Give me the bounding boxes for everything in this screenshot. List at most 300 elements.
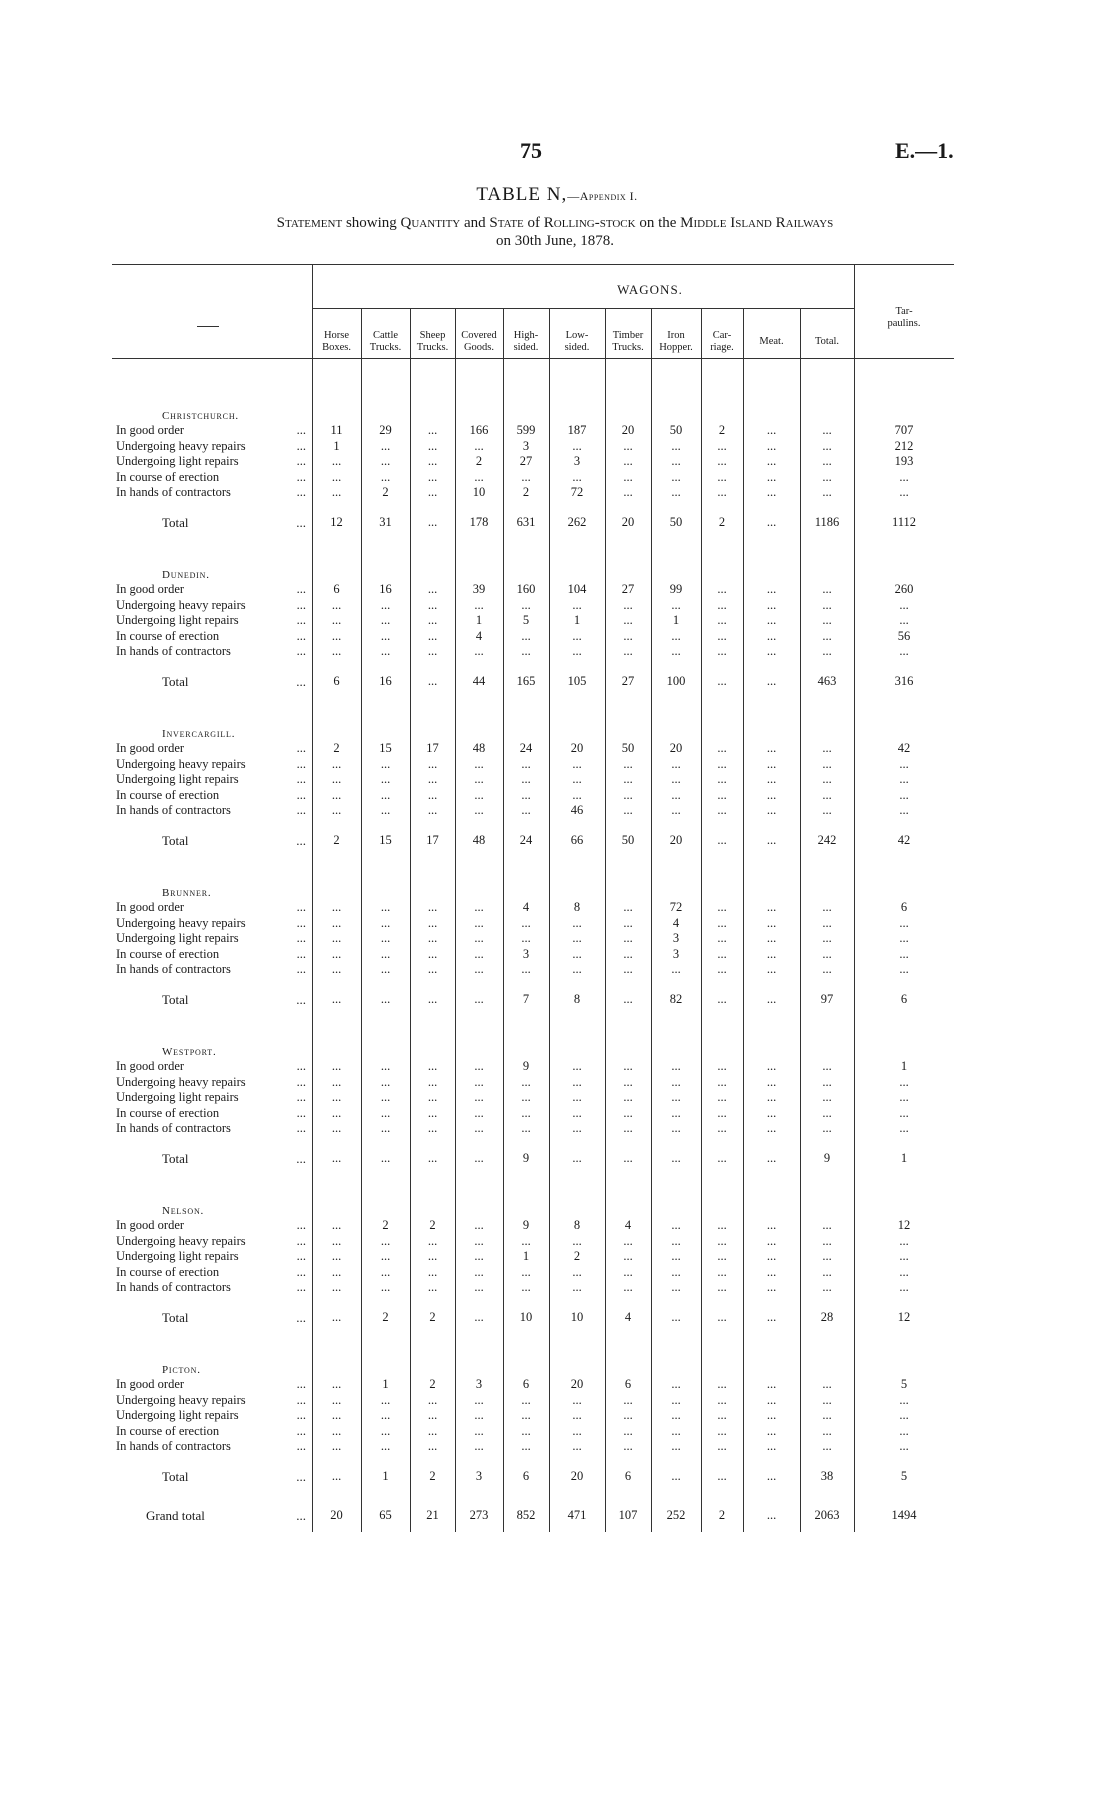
table-cell: ... (380, 597, 391, 612)
table-cell: ... (380, 438, 391, 453)
table-cell: ... (331, 454, 342, 468)
row-label-text: Undergoing light repairs (116, 613, 239, 627)
table-cell: ... (572, 772, 582, 786)
table-cell: ... (572, 597, 582, 612)
table-cell: ... (427, 1105, 438, 1120)
column-header-line1: Low- (565, 330, 589, 341)
table-cell: ... (822, 613, 832, 627)
table-cell: ... (331, 772, 342, 786)
row-label (116, 454, 306, 469)
table-cell: ... (766, 1439, 777, 1453)
table-cell: ... (766, 1423, 777, 1438)
table-cell: ... (899, 1074, 909, 1089)
table-cell: 160 (516, 582, 536, 596)
total-cell: 20 (669, 832, 683, 847)
table-cell: ... (331, 613, 342, 627)
total-cell: 66 (570, 832, 584, 847)
row-label (116, 916, 306, 931)
table-cell: ... (766, 1121, 777, 1135)
table-cell: 6 (624, 1377, 632, 1391)
table-cell: ... (331, 803, 342, 817)
row-label (116, 962, 306, 977)
table-cell: ... (822, 1121, 832, 1135)
table-cell: ... (717, 485, 727, 499)
table-cell: 5 (522, 613, 530, 627)
table-cell: ... (623, 1121, 633, 1135)
table-cell: ... (671, 1423, 681, 1438)
column-header-line1: Car- (712, 330, 732, 341)
total-label-text: Total (162, 673, 189, 689)
column-header-line1: Cattle (372, 330, 399, 341)
table-cell: ... (623, 1105, 633, 1120)
table-cell: ... (474, 1264, 484, 1279)
total-cell: ... (766, 514, 777, 529)
table-cell: ... (474, 1105, 484, 1120)
row-label-text: Undergoing light repairs (116, 454, 239, 468)
table-cell: ... (380, 1121, 391, 1135)
table-cell: 17 (426, 741, 439, 755)
table-cell: ... (717, 1218, 727, 1232)
table-cell: 599 (516, 423, 536, 437)
table-cell: ... (899, 1105, 909, 1120)
row-label-text: Undergoing light repairs (116, 1249, 239, 1263)
table-cell: ... (822, 597, 832, 612)
table-cell: ... (766, 787, 777, 802)
table-cell: ... (671, 1249, 681, 1263)
row-label-text: Undergoing light repairs (116, 1090, 239, 1104)
table-cell: ... (671, 1121, 681, 1135)
table-cell: ... (521, 1121, 531, 1135)
total-cell: ... (671, 1468, 681, 1483)
table-cell: ... (572, 1439, 582, 1453)
table-cell: ... (474, 597, 484, 612)
column-header-line1: Sheep (419, 330, 446, 341)
leader-dots: ... (296, 1218, 306, 1232)
table-cell: ... (623, 613, 633, 627)
table-cell: ... (899, 803, 909, 817)
table-cell: ... (474, 900, 484, 914)
table-cell: ... (380, 1423, 391, 1438)
leader-dots: ... (296, 1150, 306, 1166)
total-cell: 50 (621, 832, 635, 847)
table-cell: ... (717, 613, 727, 627)
table-cell: ... (766, 628, 777, 643)
table-cell: ... (671, 1439, 681, 1453)
row-label (116, 1121, 306, 1136)
table-cell: ... (717, 962, 727, 976)
row-label (116, 439, 306, 454)
row-label-text: In course of erection (116, 1264, 220, 1279)
table-cell: ... (427, 1439, 438, 1453)
row-label-text: Undergoing heavy repairs (116, 756, 246, 771)
column-header-line1: Iron (667, 330, 685, 341)
table-cell: ... (766, 900, 777, 914)
table-cell: ... (766, 1233, 777, 1248)
total-cell: 100 (666, 673, 686, 688)
row-label-text: In hands of contractors (116, 485, 231, 499)
column-header-line2: Hopper. (659, 342, 693, 353)
table-cell: ... (822, 915, 832, 930)
table-cell: ... (572, 1264, 582, 1279)
row-label (116, 613, 306, 628)
total-label-text: Total (162, 832, 189, 848)
table-cell: 20 (570, 741, 584, 755)
total-cell: 9 (522, 1150, 530, 1165)
table-cell: ... (331, 900, 342, 914)
row-label (116, 947, 306, 962)
grand-total-cell: 2 (718, 1508, 726, 1522)
row-label-text: Undergoing heavy repairs (116, 915, 246, 930)
table-cell: 3 (522, 946, 530, 961)
grand-total-label-text: Grand total (146, 1508, 205, 1523)
table-cell: ... (380, 1249, 391, 1263)
table-cell: ... (623, 1392, 633, 1407)
total-cell: ... (623, 991, 633, 1006)
table-cell: ... (899, 597, 909, 612)
row-label (116, 1106, 306, 1121)
table-cell: 2 (429, 1377, 436, 1391)
column-header-line1: High- (513, 330, 539, 341)
leader-dots: ... (296, 1074, 306, 1089)
table-cell: 1 (522, 1249, 530, 1263)
total-cell: 6 (624, 1468, 632, 1483)
total-cell: 2 (718, 514, 726, 529)
total-cell: 10 (570, 1309, 584, 1324)
total-cell: ... (427, 991, 438, 1006)
total-cell: 6 (333, 673, 340, 688)
table-cell: ... (474, 438, 484, 453)
table-cell: ... (331, 1233, 342, 1248)
table-cell: ... (822, 931, 832, 945)
column-header-line2: riage. (710, 342, 734, 353)
table-cell: ... (671, 1074, 681, 1089)
leader-dots: ... (296, 1439, 306, 1453)
column-header (743, 336, 800, 348)
total-cell: 8 (573, 991, 581, 1006)
table-cell: ... (717, 787, 727, 802)
column-header (361, 330, 410, 354)
total-cell: 16 (379, 673, 392, 688)
table-cell: ... (427, 787, 438, 802)
table-cell: ... (572, 931, 582, 945)
table-cell: ... (427, 1233, 438, 1248)
row-label (116, 1377, 306, 1392)
total-cell: ... (427, 1150, 438, 1165)
total-cell: 105 (567, 673, 587, 688)
table-cell: ... (717, 454, 727, 468)
leader-dots: ... (296, 1392, 306, 1407)
table-cell: ... (899, 1264, 909, 1279)
row-label (116, 788, 306, 803)
row-label-text: Undergoing heavy repairs (116, 438, 246, 453)
table-cell: ... (717, 741, 727, 755)
table-cell: ... (572, 756, 582, 771)
table-cell: ... (822, 1264, 832, 1279)
table-cell: ... (899, 787, 909, 802)
table-cell: ... (899, 962, 909, 976)
stub-header-dash (197, 326, 219, 327)
total-row-label (162, 1469, 306, 1485)
row-label-text: In hands of contractors (116, 1439, 231, 1453)
table-cell: ... (671, 1233, 681, 1248)
table-cell: ... (623, 772, 633, 786)
table-cell: ... (671, 1218, 681, 1232)
total-cell: 2 (382, 1309, 389, 1324)
total-cell: ... (331, 1309, 342, 1324)
total-cell: ... (331, 1150, 342, 1165)
total-cell: ... (427, 514, 438, 529)
table-cell: ... (380, 1090, 391, 1104)
table-cell: ... (623, 597, 633, 612)
total-cell: ... (766, 1309, 777, 1324)
table-cell: ... (822, 1105, 832, 1120)
table-cell: ... (427, 423, 438, 437)
table-cell: ... (822, 756, 832, 771)
table-cell: ... (427, 772, 438, 786)
table-cell: 3 (672, 931, 680, 945)
table-cell: ... (474, 1408, 484, 1422)
table-cell: ... (427, 469, 438, 484)
table-cell: ... (717, 1121, 727, 1135)
table-cell: ... (717, 1074, 727, 1089)
table-cell: ... (623, 962, 633, 976)
total-cell: 6 (900, 991, 908, 1006)
subtitle-showing: showing (345, 215, 397, 231)
table-cell: ... (572, 962, 582, 976)
table-cell: ... (623, 1233, 633, 1248)
total-cell: 4 (624, 1309, 632, 1324)
table-cell: ... (474, 1439, 484, 1453)
row-label-text: In good order (116, 1059, 185, 1073)
table-cell: 27 (519, 454, 533, 468)
table-cell: ... (521, 1280, 531, 1294)
leader-dots: ... (296, 1264, 306, 1279)
leader-dots: ... (296, 597, 306, 612)
table-cell: ... (572, 628, 582, 643)
subtitle-rolling-stock: Rolling-stock (543, 215, 636, 231)
total-cell: ... (474, 991, 484, 1006)
row-label (116, 757, 306, 772)
table-cell: ... (766, 644, 777, 658)
wagons-underline (312, 308, 854, 309)
total-cell: 10 (519, 1309, 533, 1324)
table-cell: ... (380, 756, 391, 771)
table-cell: ... (474, 1423, 484, 1438)
table-cell: ... (331, 962, 342, 976)
table-cell: ... (766, 756, 777, 771)
total-label-text: Total (162, 514, 189, 530)
table-cell: ... (822, 962, 832, 976)
table-cell: ... (331, 1074, 342, 1089)
table-cell: ... (572, 469, 582, 484)
total-cell: ... (717, 673, 727, 688)
leader-dots: ... (296, 423, 306, 437)
grand-total-cell: 2063 (814, 1508, 840, 1522)
section-title: Picton. (162, 1364, 201, 1376)
table-cell: ... (521, 1233, 531, 1248)
table-cell: 20 (570, 1377, 584, 1391)
table-cell: ... (521, 1105, 531, 1120)
total-row-label (162, 833, 306, 849)
table-cell: ... (427, 1280, 438, 1294)
table-cell: ... (671, 438, 681, 453)
table-cell: ... (380, 946, 391, 961)
leader-dots: ... (296, 946, 306, 961)
table-cell: 1 (672, 613, 680, 627)
column-header (651, 330, 701, 354)
table-cell: ... (474, 787, 484, 802)
row-label-text: In course of erection (116, 628, 220, 643)
total-cell: 20 (570, 1468, 584, 1483)
row-label (116, 1249, 306, 1264)
table-cell: 3 (672, 946, 680, 961)
leader-dots: ... (296, 1309, 306, 1325)
total-cell: 463 (817, 673, 837, 688)
total-label-text: Total (162, 1150, 189, 1166)
row-label (116, 931, 306, 946)
table-cell: ... (521, 1392, 531, 1407)
table-cell: 1 (573, 613, 581, 627)
total-cell: 1 (382, 1468, 389, 1483)
table-cell: ... (822, 741, 832, 755)
table-cell: ... (717, 946, 727, 961)
table-cell: ... (380, 1059, 391, 1073)
total-cell: ... (623, 1150, 633, 1165)
leader-dots: ... (296, 803, 306, 817)
table-cell: 27 (621, 582, 635, 596)
table-cell: ... (623, 1408, 633, 1422)
leader-dots: ... (296, 1090, 306, 1104)
row-label (116, 1234, 306, 1249)
table-cell: 187 (567, 423, 587, 437)
table-cell: ... (427, 915, 438, 930)
column-header (800, 336, 854, 348)
table-cell: ... (331, 1105, 342, 1120)
table-cell: ... (766, 438, 777, 453)
row-label (116, 470, 306, 485)
table-cell: ... (623, 915, 633, 930)
table-cell: ... (766, 1264, 777, 1279)
total-label-text: Total (162, 1309, 189, 1325)
table-cell: ... (671, 962, 681, 976)
subtitle-of: of (527, 215, 541, 231)
table-cell: ... (427, 1059, 438, 1073)
total-cell: 28 (820, 1309, 834, 1324)
row-label (116, 1393, 306, 1408)
table-cell: ... (717, 1392, 727, 1407)
table-cell: ... (671, 469, 681, 484)
table-cell: ... (822, 772, 832, 786)
table-cell: ... (331, 1377, 342, 1391)
table-cell: 50 (669, 423, 683, 437)
table-cell: ... (572, 1408, 582, 1422)
table-cell: ... (474, 1074, 484, 1089)
table-cell: ... (380, 454, 391, 468)
row-label (116, 644, 306, 659)
table-cell: 29 (379, 423, 392, 437)
table-cell: ... (572, 1074, 582, 1089)
table-cell: ... (899, 1392, 909, 1407)
table-cell: ... (572, 946, 582, 961)
total-cell: ... (717, 1150, 727, 1165)
column-header-line2: sided. (513, 342, 539, 353)
table-cell: ... (572, 1121, 582, 1135)
grand-total-cell: 1494 (891, 1508, 917, 1522)
table-cell: ... (671, 485, 681, 499)
table-cell: ... (380, 1074, 391, 1089)
table-cell: 9 (522, 1218, 530, 1232)
table-cell: ... (671, 597, 681, 612)
table-cell: ... (380, 469, 391, 484)
table-cell: ... (427, 1392, 438, 1407)
table-cell: ... (380, 1233, 391, 1248)
table-cell: ... (671, 1264, 681, 1279)
table-cell: 193 (894, 454, 914, 468)
total-cell: ... (474, 1150, 484, 1165)
table-cell: ... (717, 1090, 727, 1104)
table-cell: 72 (570, 485, 584, 499)
leader-dots: ... (296, 438, 306, 453)
wagons-group-header: WAGONS. (617, 282, 683, 297)
appendix-label: —Appendix I. (567, 189, 638, 203)
table-cell: ... (380, 962, 391, 976)
table-cell: ... (899, 946, 909, 961)
table-cell: ... (766, 1059, 777, 1073)
column-header-line2: Trucks. (612, 342, 644, 353)
total-row-label (162, 515, 306, 531)
table-cell: 24 (519, 741, 533, 755)
row-label-text: In hands of contractors (116, 803, 231, 817)
table-cell: ... (822, 1280, 832, 1294)
table-cell: ... (572, 1233, 582, 1248)
grand-total-label (146, 1508, 306, 1524)
table-cell: ... (623, 946, 633, 961)
leader-dots: ... (296, 1377, 306, 1391)
leader-dots: ... (296, 644, 306, 658)
table-cell: ... (474, 962, 484, 976)
row-label-text: In course of erection (116, 946, 220, 961)
table-subtitle (120, 214, 990, 250)
table-cell: 5 (900, 1377, 908, 1391)
table-cell: ... (671, 1090, 681, 1104)
table-cell: ... (474, 1280, 484, 1294)
table-cell: ... (717, 1408, 727, 1422)
table-cell: 4 (672, 915, 680, 930)
table-cell: ... (623, 1249, 633, 1263)
total-cell: 97 (820, 991, 834, 1006)
table-cell: ... (521, 1264, 531, 1279)
leader-dots: ... (296, 900, 306, 914)
table-cell: ... (899, 1408, 909, 1422)
table-cell: ... (766, 803, 777, 817)
table-cell: ... (380, 1280, 391, 1294)
table-cell: ... (623, 1280, 633, 1294)
table-cell: ... (427, 454, 438, 468)
total-cell: ... (766, 1150, 777, 1165)
leader-dots: ... (296, 931, 306, 945)
grand-total-cell: 107 (618, 1508, 638, 1522)
column-header (701, 330, 743, 354)
table-cell: 15 (379, 741, 392, 755)
row-label-text: Undergoing heavy repairs (116, 1392, 246, 1407)
leader-dots: ... (296, 756, 306, 771)
table-cell: 6 (900, 900, 908, 914)
total-cell: ... (717, 991, 727, 1006)
table-cell: ... (331, 1392, 342, 1407)
table-cell: ... (331, 628, 342, 643)
row-label-text: In hands of contractors (116, 962, 231, 976)
row-label-text: In course of erection (116, 469, 220, 484)
